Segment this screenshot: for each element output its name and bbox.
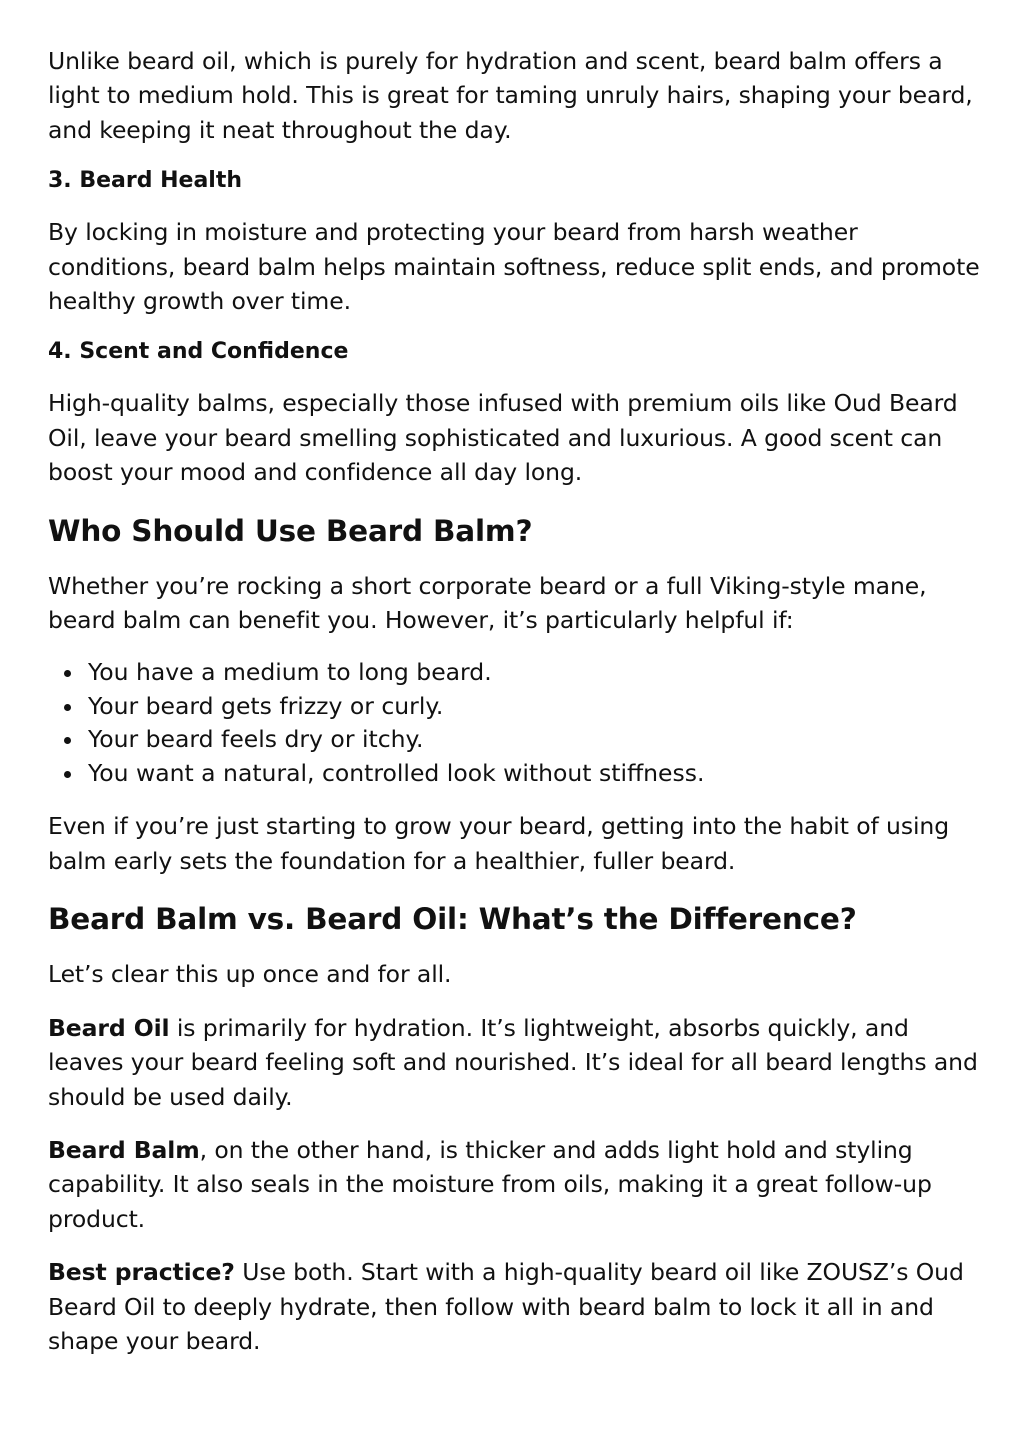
who-should-use-list <box>48 656 984 790</box>
list-item: You have a medium to long beard. <box>88 656 984 690</box>
list-item: Your beard feels dry or itchy. <box>88 723 984 757</box>
beard-oil-term: Beard Oil <box>48 1013 170 1042</box>
who-should-use-closing: Even if you’re just starting to grow your beard, getting into the habit of using balm early sets the foundation for a healthier, fuller beard. <box>48 812 950 875</box>
best-practice-paragraph <box>48 1255 984 1358</box>
benefit-heading-scent-confidence: 4. Scent and Confidence <box>48 339 349 365</box>
who-should-use-heading: Who Should Use Beard Balm? <box>48 513 533 548</box>
who-should-use-intro: Whether you’re rocking a short corporate beard or a full Viking-style mane, beard balm can benefit you. However, it’s particularly helpful if: <box>48 571 927 635</box>
beard-health-paragraph: By locking in moisture and protecting your beard from harsh weather conditions, beard balm helps maintain softness, reduce split ends, and promote healthy growth over time. <box>48 218 980 316</box>
scent-confidence-paragraph: High-quality balms, especially those infused with premium oils like Oud Beard Oil, leave your beard smelling sophisticated and luxurious. A good scent can boost your mood and confidence all day long. <box>48 389 958 487</box>
best-practice-text: Use both. Start with a high-quality beard oil like ZOUSZ’s Oud Beard Oil to deeply hydrate, then follow with beard balm to lock it all in and shape your beard. <box>48 1258 964 1355</box>
beard-oil-text: is primarily for hydration. It’s lightweight, absorbs quickly, and leaves your beard feeling soft and nourished. It’s ideal for all beard lengths and should be used daily. <box>48 1013 978 1111</box>
intro-paragraph: Unlike beard oil, which is purely for hydration and scent, beard balm offers a light to medium hold. This is great for taming unruly hairs, shaping your beard, and keeping it neat throughout the day. <box>48 47 973 144</box>
article-body <box>48 44 984 1358</box>
list-item: Your beard gets frizzy or curly. <box>88 690 984 724</box>
benefit-heading-beard-health: 3. Beard Health <box>48 168 243 194</box>
difference-heading: Beard Balm vs. Beard Oil: What’s the Difference? <box>48 902 857 937</box>
list-item: You want a natural, controlled look without stiffness. <box>88 757 984 791</box>
beard-balm-text: , on the other hand, is thicker and adds light hold and styling capability. It also seals in the moisture from oils, making it a great follow-up product. <box>48 1135 932 1233</box>
difference-intro: Let’s clear this up once and for all. <box>48 960 452 989</box>
beard-balm-term: Beard Balm <box>48 1135 200 1164</box>
best-practice-term: Best practice? <box>48 1258 235 1287</box>
beard-oil-paragraph <box>48 1011 984 1114</box>
beard-balm-paragraph <box>48 1133 984 1236</box>
